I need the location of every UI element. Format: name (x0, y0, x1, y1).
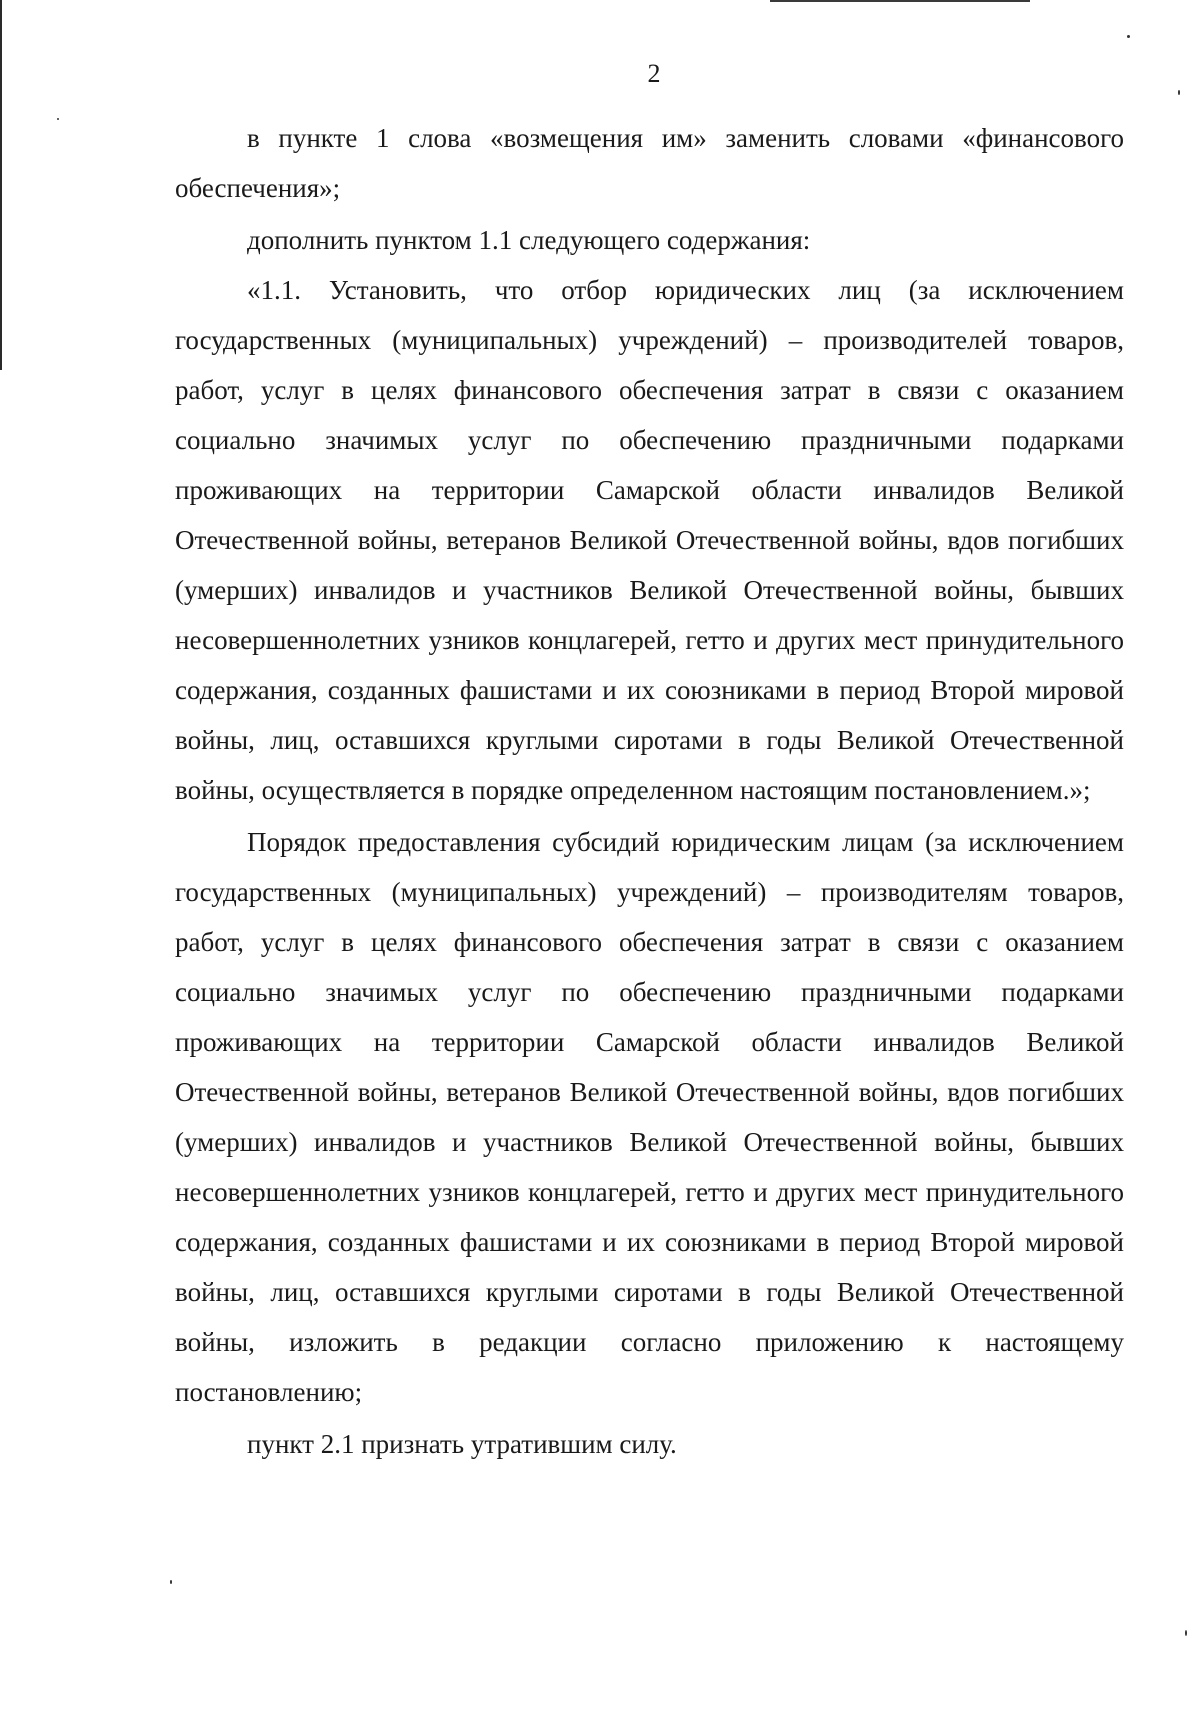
paragraph: пункт 2.1 признать утратившим силу. (247, 1429, 677, 1459)
page-number: 2 (647, 59, 661, 88)
scan-edge-top (770, 0, 1030, 2)
scan-speck (170, 1580, 172, 1584)
scan-edge-left (0, 0, 2, 370)
document-body (175, 113, 1124, 1469)
paragraph: «1.1. Установить, что отбор юридических лиц (за исключением государственных (муниципальных) учреждений) – производителей товаров, работ, услуг в целях финансового обеспечения затрат в связи с оказанием социально значимых услуг по обеспечению праздничными подарками проживающих на территории Самарской области инвалидов Великой Отечественной войны, ветеранов Великой Отечественной войны, вдов погибших (умерших) инвалидов и участников Великой Отечественной войны, бывших несовершеннолетних узников концлагерей, гетто и других мест принудительного содержания, созданных фашистами и их союзниками в период Второй мировой войны, лиц, оставшихся круглыми сиротами в годы Великой Отечественной войны, осуществляется в порядке определенном настоящим постановлением.»; (175, 275, 1124, 805)
paragraph: дополнить пунктом 1.1 следующего содержания: (247, 225, 811, 255)
scan-speck (1185, 1630, 1187, 1636)
scan-speck (57, 118, 59, 120)
scan-speck (1178, 90, 1180, 95)
paragraph: Порядок предоставления субсидий юридическим лицам (за исключением государственных (муниципальных) учреждений) – производителям товаров, работ, услуг в целях финансового обеспечения затрат в связи с оказанием социально значимых услуг по обеспечению праздничными подарками проживающих на территории Самарской области инвалидов Великой Отечественной войны, ветеранов Великой Отечественной войны, вдов погибших (умерших) инвалидов и участников Великой Отечественной войны, бывших несовершеннолетних узников концлагерей, гетто и других мест принудительного содержания, созданных фашистами и их союзниками в период Второй мировой войны, лиц, оставшихся круглыми сиротами в годы Великой Отечественной войны, изложить в редакции согласно приложению к настоящему постановлению; (175, 827, 1124, 1407)
scan-speck (1127, 35, 1130, 38)
paragraph: в пункте 1 слова «возмещения им» заменить словами «финансового обеспечения»; (175, 123, 1124, 203)
